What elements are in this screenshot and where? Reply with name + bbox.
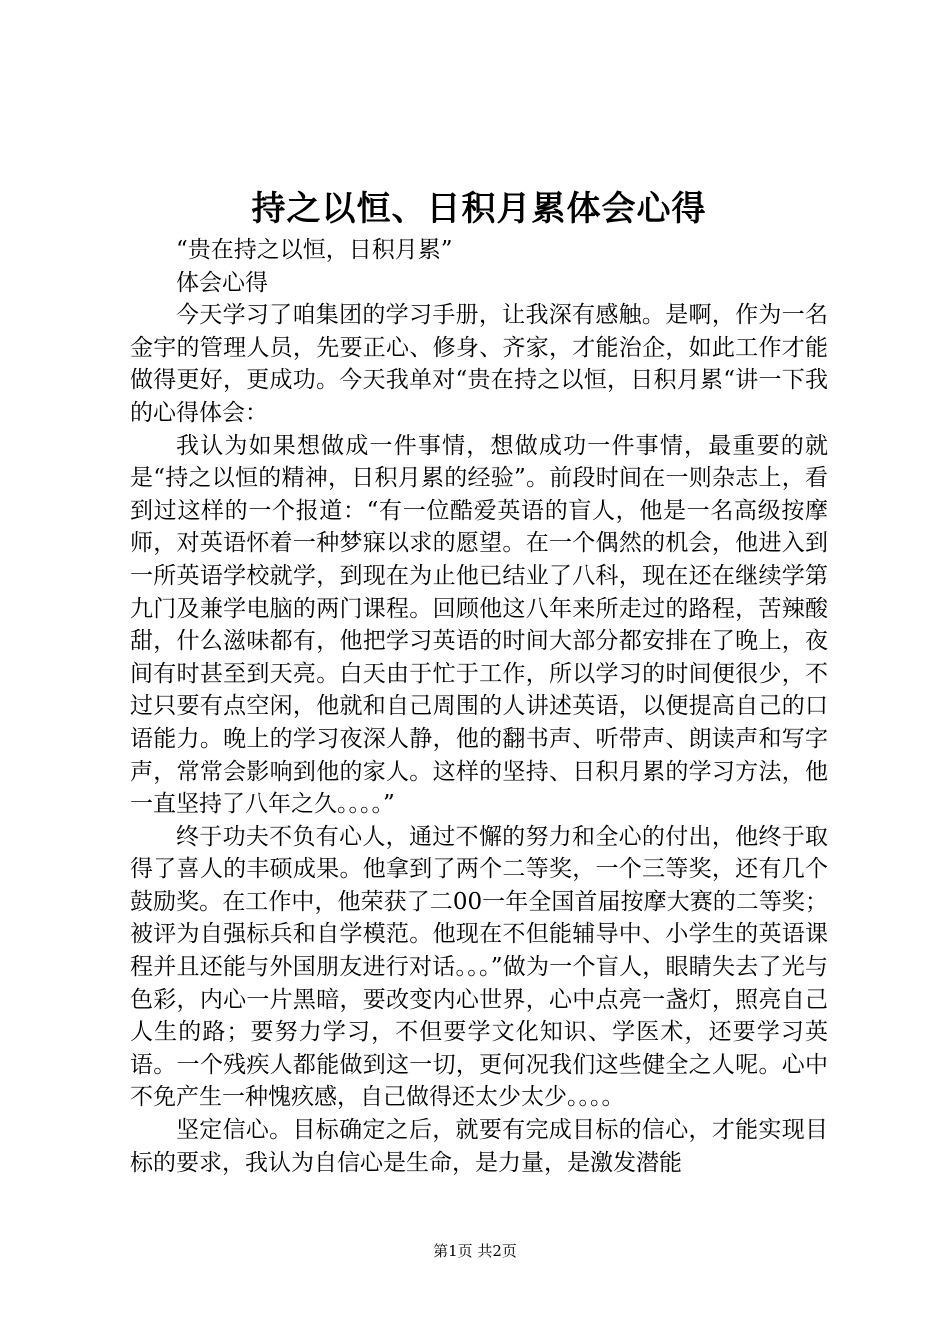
document-title: 持之以恒、日积月累体会心得 [251,189,707,229]
document-page [130,186,828,1179]
paragraph-confidence: 坚定信心。目标确定之后，就要有完成目标的信心，才能实现目标的要求，我认为自信心是生命，是力量，是激发潜能 [130,1117,828,1176]
paragraph-story: 我认为如果想做成一件事情，想做成功一件事情，最重要的就是“持之以恒的精神，日积月累的经验”。前段时间在一则杂志上，看到过这样的一个报道：“有一位酷爱英语的盲人，他是一名高级按摩师，对英语怀着一种梦寐以求的愿望。在一个偶然的机会，他进入到一所英语学校就学，到现在为止他已结业了八科，现在还在继续学第九门及兼学电脑的两门课程。回顾他这八年来所走过的路程，苦辣酸甜，什么滋味都有，他把学习英语的时间大部分都安排在了晚上，夜间有时甚至到天亮。白天由于忙于工作，所以学习的时间便很少，不过只要有点空闲，他就和自己周围的人讲述英语，以便提高自己的口语能力。晚上的学习夜深人静，他的翻书声、听带声、朗读声和写字声，常常会影响到他的家人。这样的坚持、日积月累的学习方法，他一直坚持了八年之久。。。。” [130,432,828,818]
paragraph-subtitle: 体会心得 [176,269,268,296]
paragraph-quote: “贵在持之以恒，日积月累” [176,237,453,263]
paragraph-intro: 今天学习了咱集团的学习手册，让我深有感触。是啊，作为一名金宇的管理人员，先要正心、修身、齐家，才能治企，如此工作才能做得更好，更成功。今天我单对“贵在持之以恒，日积月累“讲一下我的心得体会： [130,302,828,426]
page-number-footer: 第1页 共2页 [433,1242,517,1260]
document-body [130,234,828,1179]
paragraph-result: 终于功夫不负有心人，通过不懈的努力和全心的付出，他终于取得了喜人的丰硕成果。他拿到了两个二等奖，一个三等奖，还有几个鼓励奖。在工作中，他荣获了二00一年全国首届按摩大赛的二等奖；被评为自强标兵和自学模范。他现在不但能辅导中、小学生的英语课程并且还能与外国朋友进行对话。。。”做为一个盲人，眼睛失去了光与色彩，内心一片黑暗，要改变内心世界，心中点亮一盏灯，照亮自己人生的路；要努力学习，不但要学文化知识、学医术，还要学习英语。一个残疾人都能做到这一切，更何况我们这些健全之人呢。心中不免产生一种愧疚感，自己做得还太少太少。。。。 [130,823,828,1111]
